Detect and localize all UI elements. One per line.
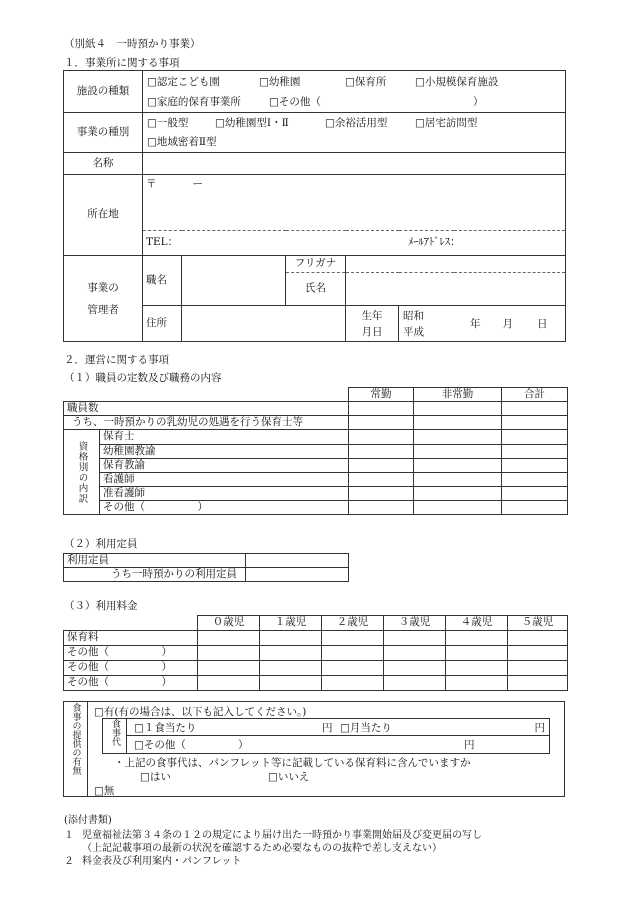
header-parttime: 非常勤 <box>414 388 502 402</box>
capacity-label: 利用定員 <box>64 554 246 568</box>
era-heisei[interactable]: 平成 <box>403 325 424 338</box>
manager-label: 事業の 管理者 <box>64 256 143 342</box>
business-type-label: 事業の種別 <box>64 113 143 153</box>
facility-table <box>63 70 566 342</box>
fee-table <box>63 615 568 691</box>
option-sonota[interactable]: □その他（ <box>269 95 321 108</box>
childcare-staff-label: うち、一時預かりの乳幼児の処遇を行う保育士等 <box>64 416 349 430</box>
meal-box <box>63 701 565 797</box>
attachments-title: (添付書類) <box>64 815 112 826</box>
doc-header: （別紙４ 一時預かり事業） <box>64 38 201 50</box>
email-label[interactable]: ﾒｰﾙｱﾄﾞﾚｽ： <box>408 236 461 249</box>
year-label: 年 <box>470 317 481 330</box>
month-label: 月 <box>502 317 513 330</box>
header-fulltime: 常勤 <box>349 388 414 402</box>
fee-row-other-1[interactable]: その他（ ） <box>64 646 198 661</box>
attachment-item-1-note: （上記記載事項の最新の状況を確認するため必要なものの抜粋で差し支えない） <box>82 843 442 854</box>
option-ippan[interactable]: □一般型 <box>147 116 189 129</box>
temp-capacity-label: うち一時預かりの利用定員 <box>64 568 246 582</box>
meal-other-option[interactable]: □その他（ <box>134 739 186 751</box>
per-month-option[interactable]: □月当たり <box>340 722 392 734</box>
age-2: ２歳児 <box>322 616 384 631</box>
meal-other-yen: 円 <box>464 739 475 751</box>
staff-table <box>63 387 568 515</box>
option-kateiteki[interactable]: □家庭的保育事業所 <box>147 95 241 108</box>
name-label: 名称 <box>64 153 143 175</box>
option-shoukibo[interactable]: □小規模保育施設 <box>415 75 499 88</box>
postal-dash: ー <box>192 178 203 190</box>
fullname-field[interactable] <box>346 273 566 306</box>
qual-junkango: 准看護師 <box>100 486 349 500</box>
section2-title: ２．運営に関する事項 <box>64 354 169 366</box>
age-0: ０歳児 <box>198 616 260 631</box>
fee-row-hoiku: 保育料 <box>64 631 198 646</box>
meal-cost-box <box>102 718 550 754</box>
age-1: １歳児 <box>260 616 322 631</box>
meal-included-question: ・上記の食事代は、パンフレット等に記載している保育料に含んでいますか <box>114 757 471 769</box>
option-youchien-gata[interactable]: □幼稚園型Ⅰ・Ⅱ <box>215 116 289 129</box>
position-label: 職名 <box>143 256 182 306</box>
meal-has-option[interactable]: □有(有の場合は、以下も記入してください。) <box>94 706 307 718</box>
position-field[interactable] <box>182 256 286 306</box>
meal-cost-label: 食事代 <box>103 719 127 753</box>
qual-youchien: 幼稚園教諭 <box>100 444 349 458</box>
meal-other-close: ） <box>238 739 249 751</box>
answer-yes[interactable]: □はい <box>140 771 171 783</box>
fullname-label: 氏名 <box>286 273 346 306</box>
option-yoyuu[interactable]: □余裕活用型 <box>325 116 388 129</box>
staff-subtitle: （１）職員の定数及び職務の内容 <box>64 372 222 384</box>
contact-row <box>143 231 566 256</box>
birthdate-field[interactable] <box>399 306 566 342</box>
per-month-yen: 円 <box>534 722 545 734</box>
furigana-label: フリガナ <box>286 256 346 273</box>
meal-none-option[interactable]: □無 <box>94 785 115 797</box>
option-sonota-close: ） <box>473 95 484 108</box>
per-meal-option[interactable]: □１食当たり <box>134 722 197 734</box>
qual-hoikushi: 保育士 <box>100 430 349 444</box>
fee-row-other-2[interactable]: その他（ ） <box>64 661 198 676</box>
option-chiiki[interactable]: □地域密着Ⅱ型 <box>147 135 217 148</box>
option-nintei[interactable]: □認定こども園 <box>147 75 220 88</box>
qualification-label: 資格別の内訳 <box>64 430 100 515</box>
furigana-field[interactable] <box>346 256 566 273</box>
answer-no[interactable]: □いいえ <box>268 771 310 783</box>
capacity-table <box>63 553 349 582</box>
address-field[interactable] <box>143 175 566 231</box>
tel-label[interactable]: TEL： <box>146 236 179 249</box>
postal-mark: 〒 <box>146 178 157 190</box>
section1-title: １．事業所に関する事項 <box>64 57 180 69</box>
era-showa[interactable]: 昭和 <box>403 309 424 322</box>
option-youchien[interactable]: □幼稚園 <box>259 75 301 88</box>
staff-count-label: 職員数 <box>64 402 349 416</box>
capacity-subtitle: （２）利用定員 <box>64 538 138 550</box>
qual-kangoshi: 看護師 <box>100 472 349 486</box>
attachment-item-2: ２ 料金表及び利用案内・パンフレット <box>64 856 242 867</box>
qual-other[interactable]: その他（ ） <box>100 501 349 515</box>
qual-hoiku-kyoyu: 保育教諭 <box>100 458 349 472</box>
address-label: 所在地 <box>64 175 143 256</box>
day-label: 日 <box>537 317 548 330</box>
facility-type-label: 施設の種類 <box>64 71 143 113</box>
fee-subtitle: （３）利用料金 <box>64 600 138 612</box>
address2-field[interactable] <box>182 306 346 342</box>
age-5: ５歳児 <box>508 616 568 631</box>
option-kyotaku[interactable]: □居宅訪問型 <box>415 116 478 129</box>
birthdate-label: 生年 月日 <box>346 306 399 342</box>
name-field[interactable] <box>143 153 566 175</box>
header-total: 合計 <box>502 388 568 402</box>
age-4: ４歳児 <box>446 616 508 631</box>
meal-side-label: 食事の提供の有無 <box>64 702 88 796</box>
attachment-item-1: １ 児童福祉法第３４条の１２の規定により届け出た一時預かり事業開始届及び変更届の写し <box>64 830 482 841</box>
address2-label: 住所 <box>143 306 182 342</box>
age-3: ３歳児 <box>384 616 446 631</box>
option-hoikusho[interactable]: □保育所 <box>345 75 387 88</box>
fee-row-other-3[interactable]: その他（ ） <box>64 676 198 691</box>
per-meal-yen: 円 <box>322 722 333 734</box>
